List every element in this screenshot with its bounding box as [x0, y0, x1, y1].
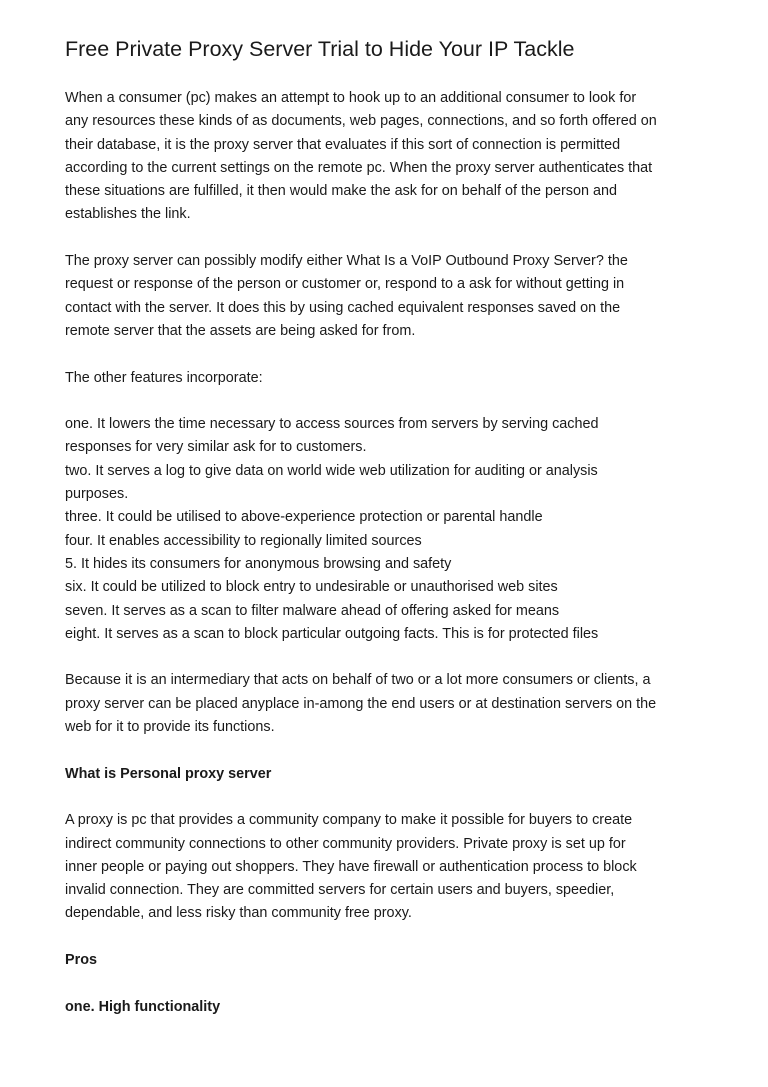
list-item: one. It lowers the time necessary to access sources from servers by serving cached — [65, 416, 599, 433]
text-line: proxy server can be placed anyplace in-among the end users or at destination servers on the — [65, 695, 657, 712]
paragraph-intermediary — [65, 669, 725, 739]
text-line: When a consumer (pc) makes an attempt to hook up to an additional consumer to look for — [65, 90, 637, 106]
section-heading-personal-proxy: What is Personal proxy server — [65, 765, 272, 782]
list-item: responses for very similar ask for to customers. — [65, 439, 367, 456]
text-line: invalid connection. They are committed servers for certain users and buyers, speedier, — [65, 882, 615, 899]
text-line: The other features incorporate: — [65, 369, 263, 386]
paragraph-intro — [65, 87, 725, 227]
text-line: A proxy is pc that provides a community company to make it possible for buyers to create — [65, 812, 633, 829]
paragraph-features-intro — [65, 367, 725, 390]
features-list — [65, 413, 725, 646]
text-line: establishes the link. — [65, 206, 191, 223]
document-page — [65, 34, 725, 1042]
text-line: inner people or paying out shoppers. They have firewall or authentication process to block — [65, 858, 637, 875]
section-heading-high-functionality: one. High functionality — [65, 998, 221, 1015]
text-line: according to the current settings on the remote pc. When the proxy server authenticates that — [65, 159, 653, 176]
text-line: contact with the server. It does this by using cached equivalent responses saved on the — [65, 299, 621, 316]
text-line: indirect community connections to other community providers. Private proxy is set up for — [65, 835, 626, 852]
list-item: six. It could be utilized to block entry to undesirable or unauthorised web sites — [65, 579, 558, 596]
text-line: request or response of the person or customer or, respond to a ask for without getting in — [65, 276, 625, 293]
paragraph-modify — [65, 250, 725, 343]
document-title: Free Private Proxy Server Trial to Hide Your IP Tackle — [65, 37, 575, 61]
text-line: Because it is an intermediary that acts on behalf of two or a lot more consumers or clients, a — [65, 672, 651, 689]
list-item: eight. It serves as a scan to block particular outgoing facts. This is for protected files — [65, 625, 599, 642]
text-line: their database, it is the proxy server that evaluates if this sort of connection is permitted — [65, 136, 621, 153]
text-line: remote server that the assets are being asked for from. — [65, 322, 416, 339]
list-item: three. It could be utilised to above-experience protection or parental handle — [65, 509, 543, 526]
list-item: 5. It hides its consumers for anonymous browsing and safety — [65, 555, 452, 572]
text-line: dependable, and less risky than community free proxy. — [65, 905, 412, 922]
text-line: these situations are fulfilled, it then would make the ask for on behalf of the person and — [65, 183, 617, 200]
list-item: two. It serves a log to give data on world wide web utilization for auditing or analysis — [65, 462, 598, 479]
text-line: any resources these kinds of as documents, web pages, connections, and so forth offered on — [65, 113, 657, 130]
list-item: purposes. — [65, 486, 129, 503]
list-item: seven. It serves as a scan to filter malware ahead of offering asked for means — [65, 602, 560, 619]
text-line: The proxy server can possibly modify either What Is a VoIP Outbound Proxy Server? the — [65, 253, 628, 270]
section-heading-pros: Pros — [65, 951, 97, 968]
list-item: four. It enables accessibility to regionally limited sources — [65, 532, 422, 549]
paragraph-personal-proxy — [65, 809, 725, 925]
text-line: web for it to provide its functions. — [65, 719, 275, 736]
